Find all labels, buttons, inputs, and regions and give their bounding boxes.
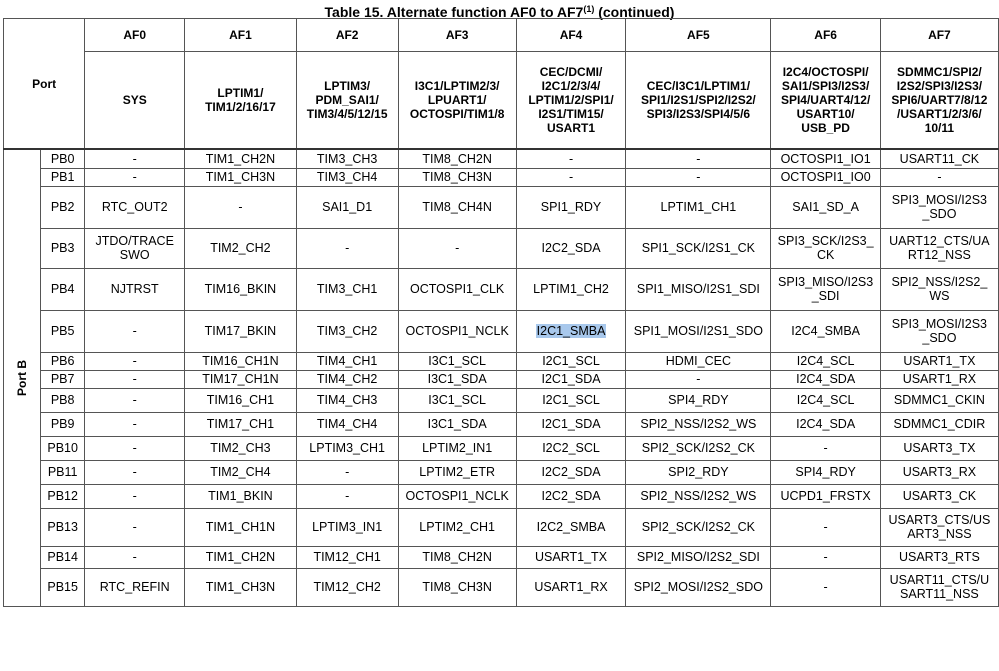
af-cell: I3C1_SCL	[398, 388, 516, 412]
af-cell: I2C1_SDA	[516, 412, 626, 436]
af-cell: SPI2_SCK/I2S2_CK	[626, 508, 771, 546]
af-function-header-5: CEC/I3C1/LPTIM1/ SPI1/I2S1/SPI2/I2S2/ SPI3/I2S3/SPI4/5/6	[626, 52, 771, 150]
af-cell: TIM4_CH2	[296, 370, 398, 388]
af-cell: I3C1_SDA	[398, 412, 516, 436]
af-cell: TIM8_CH3N	[398, 568, 516, 606]
af-function-header-7: SDMMC1/SPI2/ I2S2/SPI3/I2S3/ SPI6/UART7/8/12 /USART1/2/3/6/ 10/11	[880, 52, 998, 150]
pin-cell: PB15	[41, 568, 85, 606]
af-cell: TIM17_BKIN	[185, 310, 297, 352]
table-title-suffix: (continued)	[594, 4, 675, 20]
af-cell: I2C4_SDA	[771, 412, 880, 436]
af-cell: SPI3_MOSI/I2S3 _SDO	[880, 186, 998, 228]
table-row	[4, 228, 999, 268]
af-cell: TIM2_CH4	[185, 460, 297, 484]
af-cell: TIM1_CH3N	[185, 568, 297, 606]
af-cell: I2C4_SDA	[771, 370, 880, 388]
af-cell: LPTIM1_CH1	[626, 186, 771, 228]
table-row	[4, 310, 999, 352]
af-cell: OCTOSPI1_NCLK	[398, 484, 516, 508]
af-header-1: AF1	[185, 19, 297, 52]
table-row	[4, 186, 999, 228]
af-cell: SPI4_RDY	[771, 460, 880, 484]
af-cell: TIM1_BKIN	[185, 484, 297, 508]
af-cell: USART3_CTS/US ART3_NSS	[880, 508, 998, 546]
af-cell: USART3_CK	[880, 484, 998, 508]
af-cell: JTDO/TRACE SWO	[85, 228, 185, 268]
af-header-7: AF7	[880, 19, 998, 52]
pin-cell: PB7	[41, 370, 85, 388]
af-cell: RTC_OUT2	[85, 186, 185, 228]
af-cell: I2C2_SDA	[516, 484, 626, 508]
af-cell: -	[626, 370, 771, 388]
af-cell: -	[296, 484, 398, 508]
function-header-row	[4, 52, 999, 150]
af-cell: TIM2_CH2	[185, 228, 297, 268]
af-cell: I2C4_SCL	[771, 352, 880, 370]
af-cell: I3C1_SDA	[398, 370, 516, 388]
af-cell: TIM8_CH4N	[398, 186, 516, 228]
table-row	[4, 546, 999, 568]
af-cell: TIM8_CH3N	[398, 168, 516, 186]
af-cell: USART1_RX	[880, 370, 998, 388]
af-cell: TIM12_CH1	[296, 546, 398, 568]
pin-cell: PB14	[41, 546, 85, 568]
af-cell: -	[85, 546, 185, 568]
af-cell: -	[85, 388, 185, 412]
table-row	[4, 352, 999, 370]
port-group-label: Port B	[15, 359, 29, 396]
table-title-text: Table 15. Alternate function AF0 to AF7	[324, 4, 584, 20]
af-cell: SPI2_NSS/I2S2_WS	[626, 412, 771, 436]
af-cell: -	[771, 436, 880, 460]
table-row	[4, 149, 999, 168]
table-row	[4, 268, 999, 310]
af-cell: -	[626, 168, 771, 186]
af-cell: USART1_TX	[880, 352, 998, 370]
af-cell: -	[771, 568, 880, 606]
af-cell: -	[85, 370, 185, 388]
pin-cell: PB9	[41, 412, 85, 436]
af-cell: TIM17_CH1	[185, 412, 297, 436]
af-cell: OCTOSPI1_NCLK	[398, 310, 516, 352]
af-cell: I2C1_SCL	[516, 388, 626, 412]
af-cell: SPI2_NSS/I2S2_WS	[626, 484, 771, 508]
af-cell: -	[771, 508, 880, 546]
selected-text[interactable]: I2C1_SMBA	[536, 324, 606, 338]
pin-cell: PB3	[41, 228, 85, 268]
af-cell: TIM16_CH1	[185, 388, 297, 412]
af-header-row	[4, 19, 999, 52]
af-cell: SAI1_SD_A	[771, 186, 880, 228]
af-cell: TIM1_CH2N	[185, 149, 297, 168]
af-cell: OCTOSPI1_IO0	[771, 168, 880, 186]
af-cell: -	[85, 508, 185, 546]
af-cell: -	[880, 168, 998, 186]
af-cell: TIM4_CH1	[296, 352, 398, 370]
table-row	[4, 370, 999, 388]
af-cell: TIM8_CH2N	[398, 149, 516, 168]
af-cell: I2C1_SDA	[516, 370, 626, 388]
af-cell: SPI2_NSS/I2S2_ WS	[880, 268, 998, 310]
af-header-4: AF4	[516, 19, 626, 52]
af-cell: SPI4_RDY	[626, 388, 771, 412]
af-cell: SPI1_MISO/I2S1_SDI	[626, 268, 771, 310]
af-function-header-4: CEC/DCMI/ I2C1/2/3/4/ LPTIM1/2/SPI1/ I2S1/TIM15/ USART1	[516, 52, 626, 150]
pin-cell: PB8	[41, 388, 85, 412]
table-row	[4, 168, 999, 186]
af-cell: -	[85, 310, 185, 352]
af-cell: USART1_RX	[516, 568, 626, 606]
pin-cell: PB0	[41, 149, 85, 168]
af-cell: RTC_REFIN	[85, 568, 185, 606]
af-header-6: AF6	[771, 19, 880, 52]
af-cell: SPI2_SCK/I2S2_CK	[626, 436, 771, 460]
af-cell: TIM3_CH2	[296, 310, 398, 352]
af-cell: HDMI_CEC	[626, 352, 771, 370]
pin-cell: PB6	[41, 352, 85, 370]
af-cell: SDMMC1_CKIN	[880, 388, 998, 412]
af-function-header-6: I2C4/OCTOSPI/ SAI1/SPI3/I2S3/ SPI4/UART4/12/ USART10/ USB_PD	[771, 52, 880, 150]
af-cell: SAI1_D1	[296, 186, 398, 228]
af-cell: -	[85, 352, 185, 370]
af-cell: LPTIM2_IN1	[398, 436, 516, 460]
pin-cell: PB10	[41, 436, 85, 460]
af-cell	[516, 310, 626, 352]
af-cell: OCTOSPI1_IO1	[771, 149, 880, 168]
pin-cell: PB2	[41, 186, 85, 228]
af-cell: LPTIM3_IN1	[296, 508, 398, 546]
af-function-header-2: LPTIM3/ PDM_SAI1/ TIM3/4/5/12/15	[296, 52, 398, 150]
pin-cell: PB1	[41, 168, 85, 186]
af-cell: SDMMC1_CDIR	[880, 412, 998, 436]
af-cell: TIM1_CH3N	[185, 168, 297, 186]
af-cell: TIM12_CH2	[296, 568, 398, 606]
table-row	[4, 388, 999, 412]
af-cell: I2C4_SCL	[771, 388, 880, 412]
af-cell: USART11_CK	[880, 149, 998, 168]
af-cell: -	[85, 168, 185, 186]
af-cell: SPI2_MISO/I2S2_SDI	[626, 546, 771, 568]
table-title	[0, 0, 999, 20]
af-cell: LPTIM2_ETR	[398, 460, 516, 484]
af-cell: LPTIM1_CH2	[516, 268, 626, 310]
af-header-5: AF5	[626, 19, 771, 52]
af-cell: -	[85, 484, 185, 508]
af-cell: -	[85, 412, 185, 436]
af-cell: LPTIM3_CH1	[296, 436, 398, 460]
af-cell: SPI1_MOSI/I2S1_SDO	[626, 310, 771, 352]
af-cell: TIM16_CH1N	[185, 352, 297, 370]
af-cell: TIM3_CH3	[296, 149, 398, 168]
port-header: Port	[4, 19, 85, 150]
table-title-footnote: (1)	[583, 4, 595, 14]
pin-cell: PB4	[41, 268, 85, 310]
table-row	[4, 436, 999, 460]
af-cell: I2C1_SCL	[516, 352, 626, 370]
port-group-cell	[4, 149, 41, 606]
af-cell: NJTRST	[85, 268, 185, 310]
af-header-2: AF2	[296, 19, 398, 52]
af-cell: SPI2_MOSI/I2S2_SDO	[626, 568, 771, 606]
af-cell: -	[85, 149, 185, 168]
af-cell: TIM1_CH1N	[185, 508, 297, 546]
af-cell: TIM8_CH2N	[398, 546, 516, 568]
af-cell: UCPD1_FRSTX	[771, 484, 880, 508]
af-cell: TIM3_CH1	[296, 268, 398, 310]
pin-cell: PB11	[41, 460, 85, 484]
af-header-0: AF0	[85, 19, 185, 52]
table-row	[4, 412, 999, 436]
af-cell: -	[516, 149, 626, 168]
table-row	[4, 484, 999, 508]
pin-cell: PB5	[41, 310, 85, 352]
af-cell: -	[85, 436, 185, 460]
af-header-3: AF3	[398, 19, 516, 52]
af-cell: TIM3_CH4	[296, 168, 398, 186]
af-function-header-1: LPTIM1/ TIM1/2/16/17	[185, 52, 297, 150]
af-cell: -	[296, 460, 398, 484]
af-cell: USART1_TX	[516, 546, 626, 568]
af-cell: TIM4_CH3	[296, 388, 398, 412]
table-row	[4, 508, 999, 546]
af-cell: SPI2_RDY	[626, 460, 771, 484]
af-cell: -	[185, 186, 297, 228]
af-cell: OCTOSPI1_CLK	[398, 268, 516, 310]
af-cell: USART3_RX	[880, 460, 998, 484]
af-cell: -	[771, 546, 880, 568]
af-cell: TIM2_CH3	[185, 436, 297, 460]
af-cell: -	[398, 228, 516, 268]
af-cell: TIM17_CH1N	[185, 370, 297, 388]
af-cell: I3C1_SCL	[398, 352, 516, 370]
af-cell: SPI3_SCK/I2S3_ CK	[771, 228, 880, 268]
af-cell: TIM4_CH4	[296, 412, 398, 436]
af-cell: -	[85, 460, 185, 484]
af-cell: USART3_RTS	[880, 546, 998, 568]
af-function-header-0: SYS	[85, 52, 185, 150]
af-cell: UART12_CTS/UA RT12_NSS	[880, 228, 998, 268]
pin-cell: PB13	[41, 508, 85, 546]
af-cell: SPI3_MISO/I2S3 _SDI	[771, 268, 880, 310]
alternate-function-table	[3, 18, 999, 607]
af-cell: -	[296, 228, 398, 268]
af-cell: I2C2_SDA	[516, 228, 626, 268]
af-cell: I2C2_SMBA	[516, 508, 626, 546]
af-cell: USART3_TX	[880, 436, 998, 460]
pin-cell: PB12	[41, 484, 85, 508]
af-cell: SPI3_MOSI/I2S3 _SDO	[880, 310, 998, 352]
af-cell: I2C4_SMBA	[771, 310, 880, 352]
af-cell: -	[516, 168, 626, 186]
af-cell: TIM16_BKIN	[185, 268, 297, 310]
af-cell: SPI1_RDY	[516, 186, 626, 228]
af-cell: I2C2_SDA	[516, 460, 626, 484]
af-cell: -	[626, 149, 771, 168]
table-row	[4, 460, 999, 484]
af-cell: I2C2_SCL	[516, 436, 626, 460]
af-cell: SPI1_SCK/I2S1_CK	[626, 228, 771, 268]
af-cell: USART11_CTS/U SART11_NSS	[880, 568, 998, 606]
af-cell: TIM1_CH2N	[185, 546, 297, 568]
table-row	[4, 568, 999, 606]
af-cell: LPTIM2_CH1	[398, 508, 516, 546]
af-function-header-3: I3C1/LPTIM2/3/ LPUART1/ OCTOSPI/TIM1/8	[398, 52, 516, 150]
